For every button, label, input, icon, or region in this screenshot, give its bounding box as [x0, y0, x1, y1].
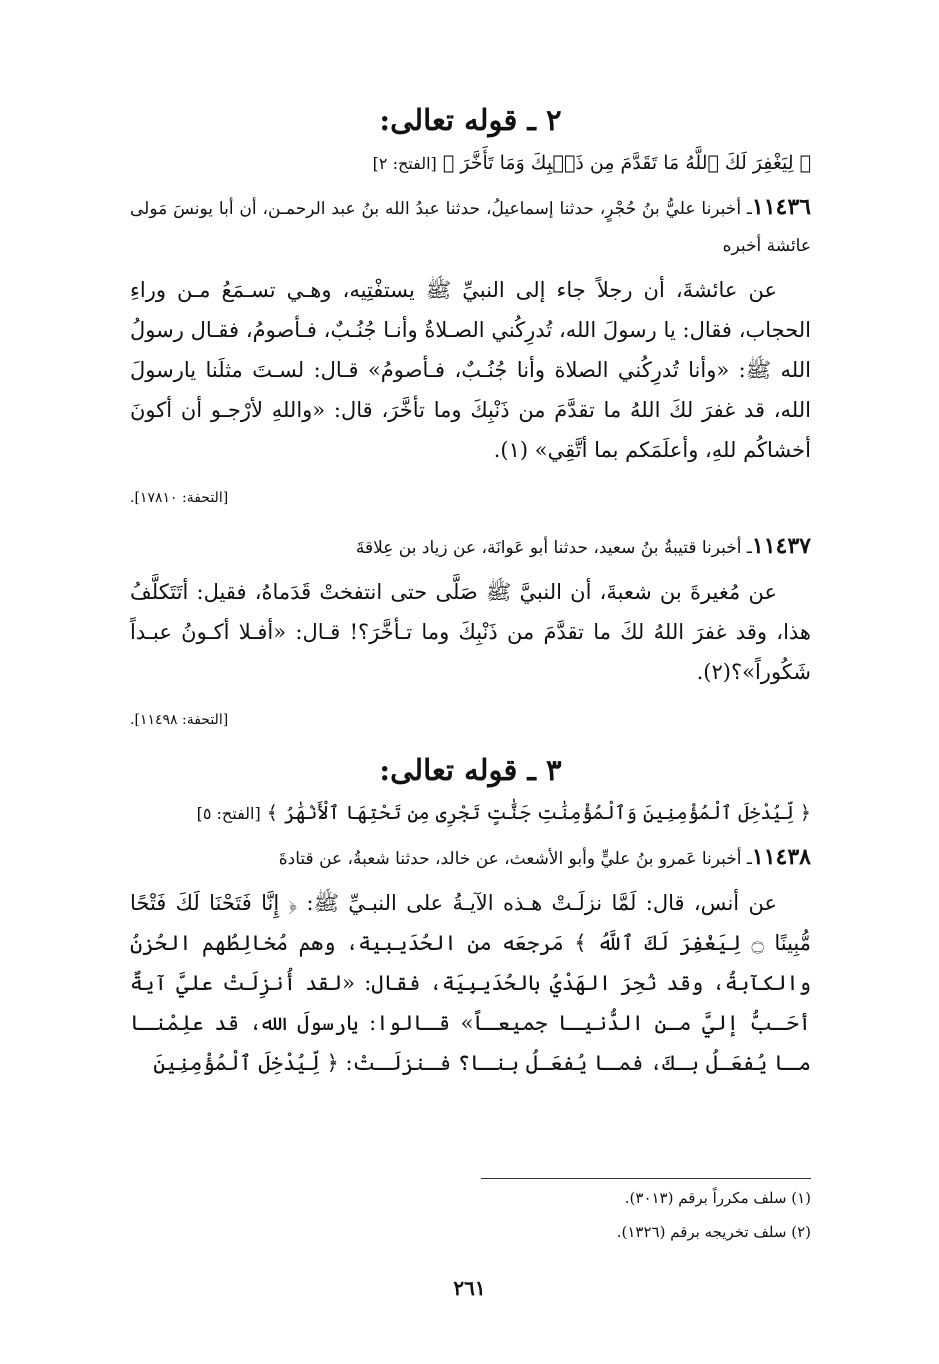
hadith-1437-tuhfa: [130, 712, 811, 728]
section-3-verse: [130, 796, 811, 831]
verse-text: ﴿ لِيَغْفِرَ لَكَ ٱللَّهُ مَا تَقَدَّمَ مِن ذَنۢبِكَ وَمَا تَأَخَّرَ ﴾: [442, 152, 811, 174]
tuhfa-reference: [التحفة: ١١٤٩٨].: [130, 712, 229, 728]
hadith-1436-text: عن عائشةَ، أن رجلاً جاء إلى النبيِّ ﷺ يستفْتِيه، وهـي تسـمَعُ مـن وراءِ الحجاب، فقال: يا رسولَ الله، تُدرِكُني الصـلاةُ وأنـا جُنُـبٌ، فـأصومُ، فقـال رسولُ الله ﷺ: «وأنا تُدرِكُني الصلاة وأنا جُنُـبٌ، فـأصومُ» قـال: لسـتَ مثلَنا يارسولَ الله، قد غفرَ لكَ اللهُ ما تقدَّمَ من ذَنْبِكَ وما تأخَّرَ، قال: «واللهِ لأرْجـو أن أكونَ أخشاكُم للهِ، وأعلَمَكم بما أتَّقِي» (١).: [130, 278, 811, 462]
footnote-1: (١) سلف مكرراً برقم (٣٠١٣).: [624, 1189, 811, 1207]
footnote-2: (٢) سلف تخريجه برقم (١٣٢٦).: [616, 1223, 811, 1241]
hadith-1438-text: عن أنس، قال: لَمَّا نزلَـتْ هـذه الآيـةُ على النبـيِّ ﷺ: ﴿ إِنَّا فَتَحْنَا لَكَ فَتْحًا مُّبِينًا ۝ لِيَغْفِرَ لَكَ ٱللَّهُ ﴾ مَرجعَه من الحُدَيبية، وهم مُخالِطُهم الحُزنُ والكآبةُ، وقد نُحِرَ الهَدْيُ بالحُدَيبِيَة، فقال: «لقد أُنزِلَتْ عليَّ آيةٌ أحَـبُّ إليَّ مـن الدُّنيـا جميعـاً» قـالوا: يارسولَ الله، قد علِمْنـا مـا يُفعَـلُ بـكَ، فمـا يُفعَـلُ بنـا؟ فـنزلَـتْ: ﴿ لِّيُدْخِلَ ٱلْمُؤْمِنِينَ: [130, 891, 811, 1075]
verse-reference: [الفتح: ٢]: [372, 154, 437, 173]
hadith-chain-text: ـ أخبرنا عَمرو بنُ عليٍّ وأبو الأشعث، عن خالد، حدثنا شعبةُ، عن قتادةَ: [278, 849, 752, 869]
tuhfa-reference: [التحفة: ١٧٨١٠].: [130, 490, 229, 506]
hadith-1436-chain: [130, 189, 811, 264]
verse-text: ﴿ لِّيُدْخِلَ ٱلْمُؤْمِنِينَ وَٱلْمُؤْمِنَٰتِ جَنَّٰتٍ تَجْرِى مِن تَحْتِهَا ٱلْأَنْهَٰرُ ﴾: [266, 802, 811, 824]
hadith-number: ١١٤٣٨: [751, 844, 811, 870]
hadith-chain-text: ـ أخبرنا عليُّ بنُ حُجْرٍ، حدثنا إسماعيلُ، حدثنا عبدُ الله بنُ عبد الرحمـن، أن أبا يونسَ مَولى عائشة أخبره: [130, 199, 811, 256]
verse-reference: [الفتح: ٥]: [196, 804, 261, 823]
footnotes: [130, 1178, 811, 1247]
page-body: [130, 100, 811, 1083]
section-2-verse: [130, 146, 811, 181]
page-number: ٢٦١: [453, 1276, 486, 1300]
hadith-number: ١١٤٣٧: [751, 533, 811, 559]
section-2-heading: ٢ ـ قوله تعالى:: [379, 103, 562, 137]
footnote-divider: [481, 1178, 811, 1179]
hadith-1437-text: عن مُغيرةَ بن شعبةَ، أن النبيَّ ﷺ صَلَّى حتى انتفختْ قَدَماهُ، فقيل: أتَتَكلَّفُ هذا، وقد غفرَ اللهُ لكَ ما تقدَّمَ من ذَنْبِكَ وما تـأخَّرَ؟! قـال: «أفـلا أكـونُ عبـداً شَكُوراً»؟(٢).: [130, 580, 811, 684]
hadith-chain-text: ـ أخبرنا قتيبةُ بنُ سعيد، حدثنا أبو عَوانَة، عن زياد بن عِلاقةَ: [355, 538, 752, 558]
hadith-number: ١١٤٣٦: [751, 194, 811, 220]
section-3-heading: ٣ ـ قوله تعالى:: [379, 753, 562, 787]
hadith-1437-chain: [130, 528, 811, 566]
hadith-1436-tuhfa: [130, 490, 811, 506]
hadith-1438-chain: [130, 839, 811, 877]
